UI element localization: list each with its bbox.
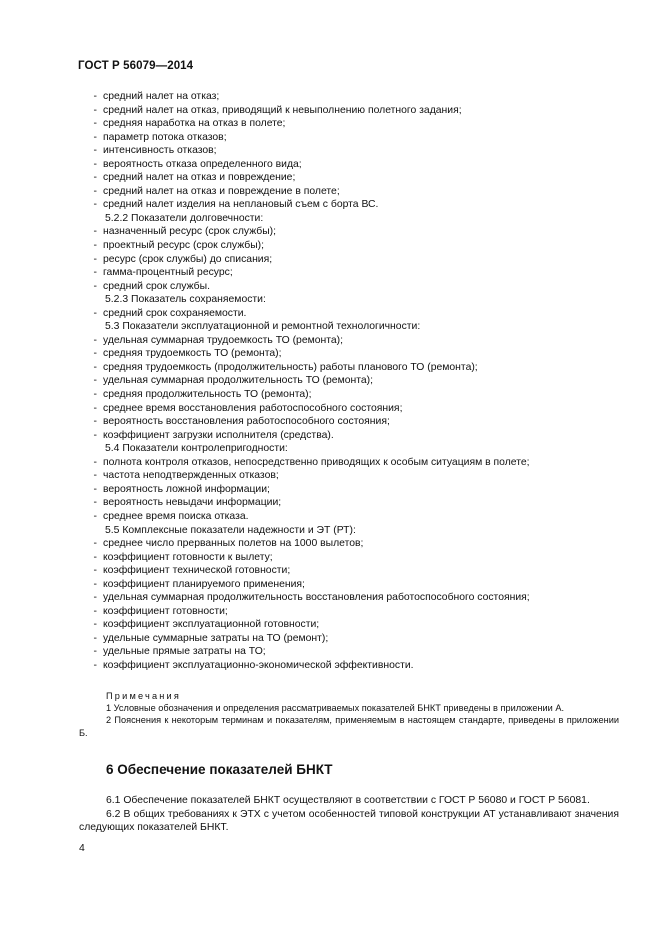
storability-indicators-list	[79, 307, 619, 321]
subsection-heading-523: 5.2.3 Показатель сохраняемости:	[105, 294, 266, 306]
list-item: - средний налет на отказ и повреждение в полете;	[93, 185, 340, 197]
list-item: - вероятность невыдачи информации;	[93, 497, 282, 509]
page-number: 4	[79, 843, 85, 854]
list-item: - средняя продолжительность ТО (ремонта);	[93, 389, 312, 401]
list-item: - коэффициент готовности к вылету;	[93, 551, 273, 563]
durability-indicators-list	[79, 225, 619, 293]
list-item: - средний налет изделия на неплановый съем с борта ВС.	[93, 199, 379, 211]
list-item: - средний срок сохраняемости.	[93, 307, 247, 319]
subsection-heading-54: 5.4 Показатели контролепригодности:	[105, 443, 288, 455]
list-item: - интенсивность отказов;	[93, 145, 217, 157]
list-item: - удельная суммарная трудоемкость ТО (ремонта);	[93, 334, 344, 346]
list-item: - среднее число прерванных полетов на 1000 вылетов;	[93, 538, 364, 550]
list-item: - средний налет на отказ;	[93, 91, 220, 102]
list-item: - вероятность восстановления работоспособного состояния;	[93, 416, 390, 428]
main-text	[79, 90, 619, 673]
list-item: - вероятность ложной информации;	[93, 483, 270, 495]
list-item: - коэффициент готовности;	[93, 605, 228, 617]
subsection-heading-53: 5.3 Показатели эксплуатационной и ремонтной технологичности:	[105, 321, 421, 333]
list-item: - средняя наработка на отказ в полете;	[93, 118, 286, 130]
section-body	[79, 794, 619, 835]
complex-indicators-list	[79, 537, 619, 672]
list-item: - удельная суммарная продолжительность восстановления работоспособного состояния;	[93, 592, 530, 604]
list-item: - коэффициент эксплуатационно-экономической эффективности.	[93, 659, 414, 671]
maintainability-indicators-list	[79, 334, 619, 442]
note-2: 2 Пояснения к некоторым терминам и показателям, применяемым в настоящем стандарте, приведены в приложении Б.	[79, 715, 619, 738]
list-item: - полнота контроля отказов, непосредственно приводящих к особым ситуациям в полете;	[93, 456, 530, 468]
list-item: - коэффициент загрузки исполнителя (средства).	[93, 429, 334, 441]
list-item: - среднее время поиска отказа.	[93, 510, 249, 522]
list-item: - удельные суммарные затраты на ТО (ремонт);	[93, 632, 329, 644]
paragraph-6-1: 6.1 Обеспечение показателей БНКТ осуществляют в соответствии с ГОСТ Р 56080 и ГОСТ Р 56081.	[106, 795, 590, 806]
list-item: - гамма-процентный ресурс;	[93, 267, 233, 279]
list-item: - средний налет на отказ и повреждение;	[93, 172, 296, 184]
document-header: ГОСТ Р 56079—2014	[78, 60, 194, 72]
section-heading: 6 Обеспечение показателей БНКТ	[106, 762, 333, 777]
list-item: - коэффициент эксплуатационной готовности;	[93, 619, 320, 631]
paragraph-6-2: 6.2 В общих требованиях к ЭТХ с учетом особенностей типовой конструкции АТ устанавливают значения следующих показателей БНКТ.	[79, 808, 619, 834]
list-item: - вероятность отказа определенного вида;	[93, 158, 302, 170]
list-item: - средний срок службы.	[93, 280, 210, 292]
notes-block	[79, 690, 619, 739]
subsection-heading-522: 5.2.2 Показатели долговечности:	[105, 212, 264, 224]
list-item: - коэффициент технической готовности;	[93, 565, 291, 577]
list-item: - проектный ресурс (срок службы);	[93, 240, 265, 252]
note-1: 1 Условные обозначения и определения рассматриваемых показателей БНКТ приведены в приложении А.	[106, 703, 564, 714]
subsection-heading-55: 5.5 Комплексные показатели надежности и ЭТ (РТ):	[105, 524, 356, 536]
list-item: - средняя трудоемкость ТО (ремонта);	[93, 348, 282, 360]
failure-indicators-list	[79, 90, 619, 212]
list-item: - среднее время восстановления работоспособного состояния;	[93, 402, 403, 414]
list-item: - средняя трудоемкость (продолжительность) работы планового ТО (ремонта);	[93, 361, 478, 373]
list-item: - ресурс (срок службы) до списания;	[93, 253, 273, 265]
notes-title: Примечания	[106, 691, 182, 701]
list-item: - средний налет на отказ, приводящий к невыполнению полетного задания;	[93, 104, 462, 116]
testability-indicators-list	[79, 456, 619, 524]
list-item: - удельные прямые затраты на ТО;	[93, 646, 266, 658]
list-item: - удельная суммарная продолжительность ТО (ремонта);	[93, 375, 374, 387]
list-item: - параметр потока отказов;	[93, 131, 227, 143]
list-item: - коэффициент планируемого применения;	[93, 578, 305, 590]
list-item: - частота неподтвержденных отказов;	[93, 470, 279, 482]
list-item: - назначенный ресурс (срок службы);	[93, 226, 277, 238]
